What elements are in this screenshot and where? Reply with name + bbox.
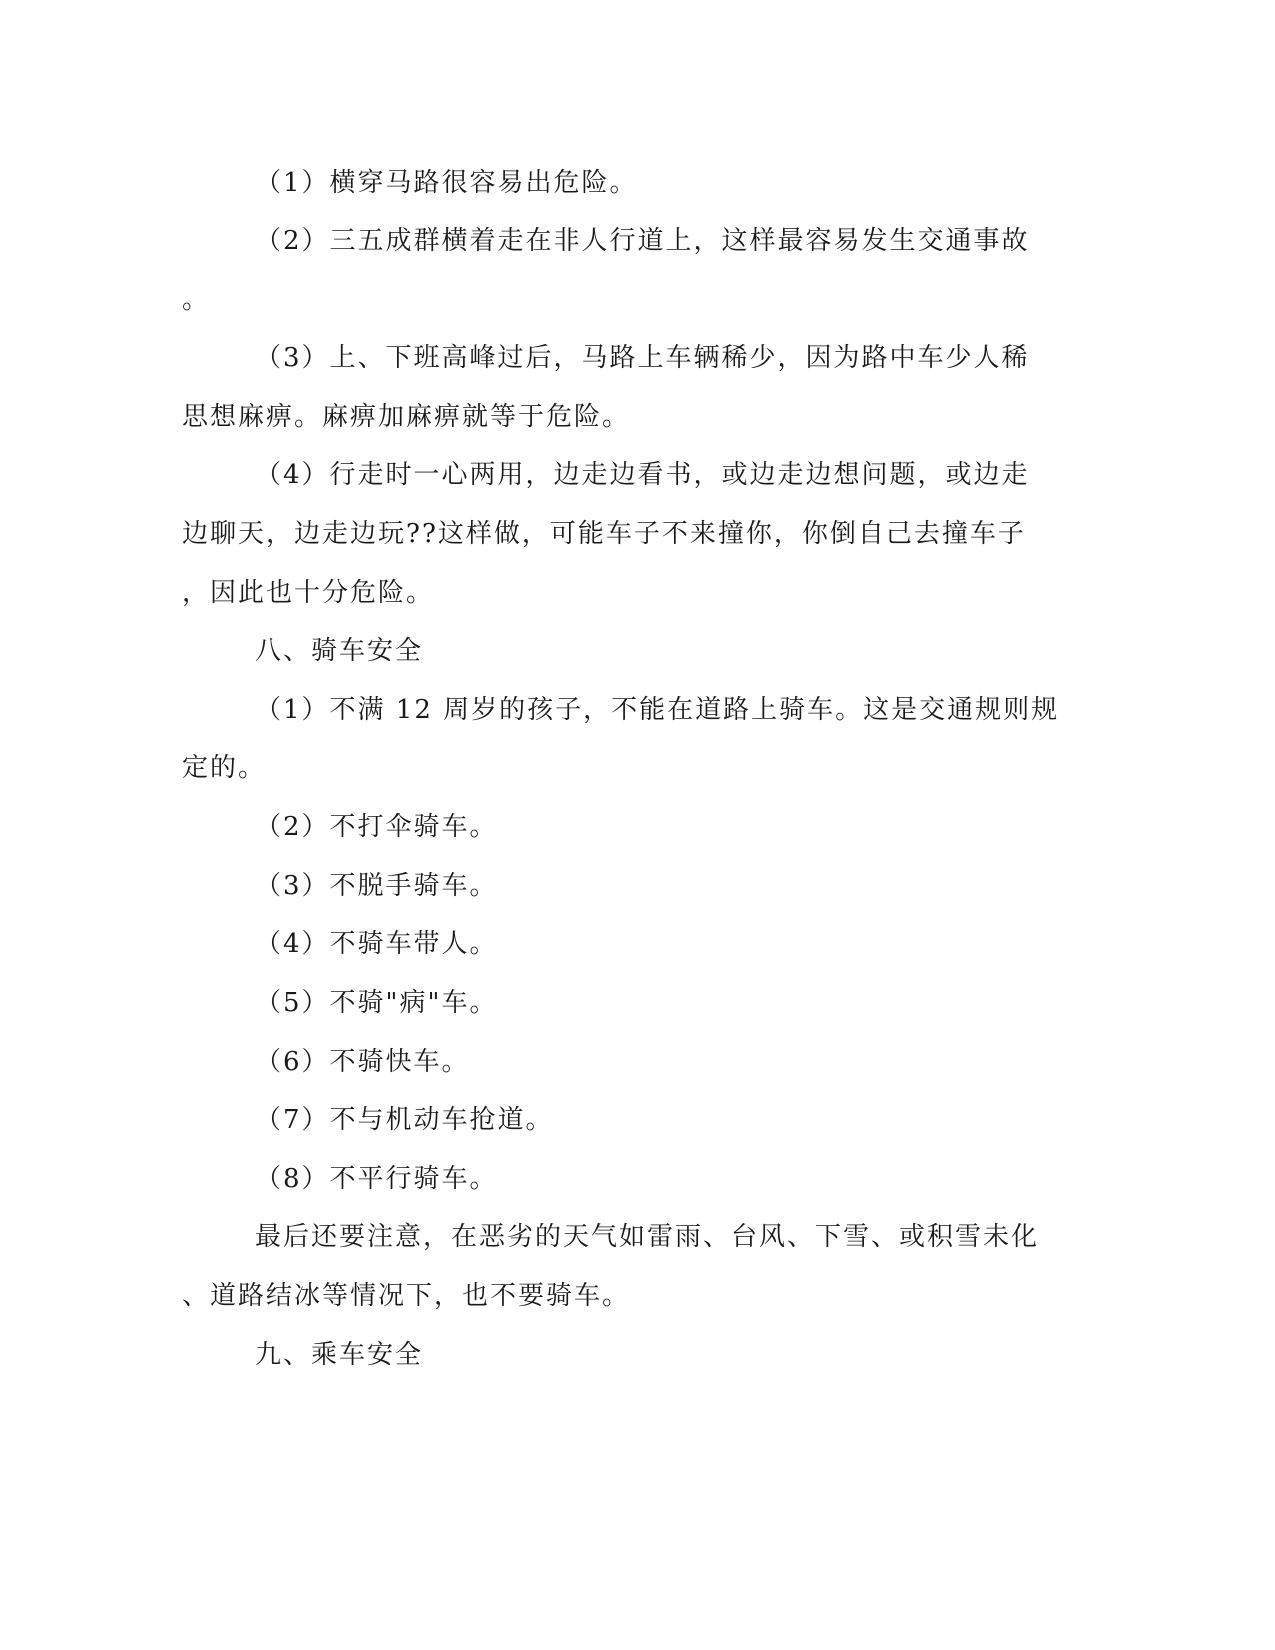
list-item: （4）不骑车带人。: [255, 929, 498, 959]
paragraph-line: 定的。: [182, 753, 267, 783]
paragraph-line: 思想麻痹。麻痹加麻痹就等于危险。: [182, 402, 631, 432]
paragraph-line: 。: [182, 285, 211, 315]
paragraph-line: （1）横穿马路很容易出危险。: [255, 168, 638, 198]
paragraph-line: （2）三五成群横着走在非人行道上，这样最容易发生交通事故: [255, 226, 1030, 256]
paragraph-line: 、道路结冰等情况下，也不要骑车。: [182, 1281, 631, 1311]
paragraph-line: 最后还要注意，在恶劣的天气如雷雨、台风、下雪、或积雪未化: [255, 1222, 1040, 1252]
paragraph-line: （1）不满 12 周岁的孩子，不能在道路上骑车。这是交通规则规: [255, 695, 1060, 725]
paragraph-line: ，因此也十分危险。: [182, 578, 435, 608]
list-item: （8）不平行骑车。: [255, 1164, 498, 1194]
section-heading: 八、骑车安全: [255, 636, 424, 666]
list-item: （7）不与机动车抢道。: [255, 1105, 554, 1135]
list-item: （3）不脱手骑车。: [255, 871, 498, 901]
paragraph-line: 边聊天，边走边玩??这样做，可能车子不来撞你，你倒自己去撞车子: [182, 519, 1026, 549]
list-item: （6）不骑快车。: [255, 1047, 470, 1077]
paragraph-line: （3）上、下班高峰过后，马路上车辆稀少，因为路中车少人稀: [255, 343, 1030, 373]
list-item: （5）不骑"病"车。: [255, 988, 498, 1018]
list-item: （2）不打伞骑车。: [255, 812, 498, 842]
paragraph-line: （4）行走时一心两用，边走边看书，或边走边想问题，或边走: [255, 460, 1030, 490]
section-heading: 九、乘车安全: [255, 1340, 424, 1370]
